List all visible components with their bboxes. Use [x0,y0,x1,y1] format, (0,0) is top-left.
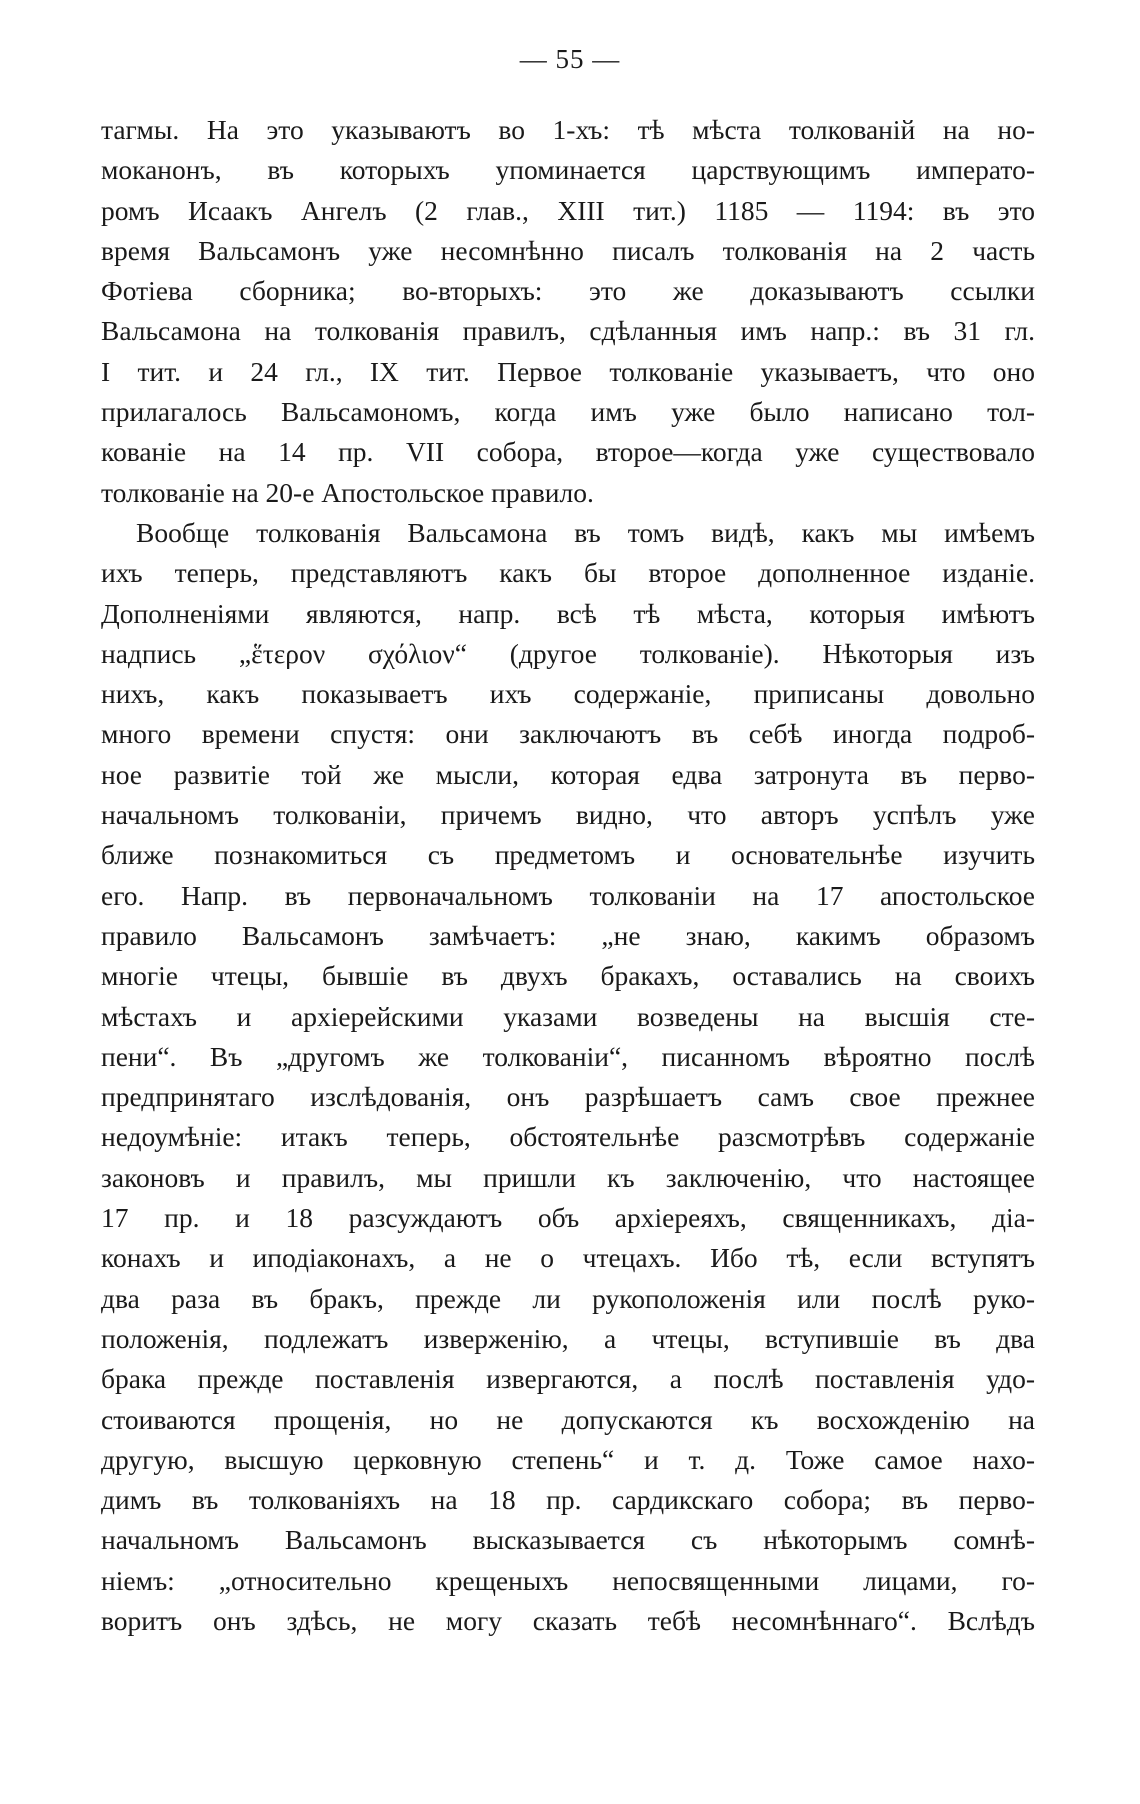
text-line: пени“. Въ „другомъ же толкованіи“, писанномъ вѣроятно послѣ [101,1040,1035,1072]
text-line: положенія, подлежатъ изверженію, а чтецы, вступившіе въ два [101,1322,1035,1354]
text-line: нихъ, какъ показываетъ ихъ содержаніе, приписаны довольно [101,678,1035,710]
text-line: предпринятаго изслѣдованія, онъ разрѣшаетъ самъ свое прежнее [101,1081,1035,1113]
text-line: многіе чтецы, бывшіе въ двухъ бракахъ, оставались на своихъ [101,960,1035,992]
text-line: конахъ и иподіаконахъ, а не о чтецахъ. Ибо тѣ, если вступятъ [101,1242,1035,1274]
text-line: мѣстахъ и архіерейскими указами возведены на высшія сте- [101,1000,1035,1032]
text-line: время Вальсамонъ уже несомнѣнно писалъ толкованія на 2 часть [101,234,1035,266]
body-text [101,110,1035,1641]
text-line: ихъ теперь, представляютъ какъ бы второе дополненное изданіе. [101,557,1035,589]
text-line: ближе познакомиться съ предметомъ и основательнѣе изучить [101,839,1035,871]
text-line: ное развитіе той же мысли, которая едва затронута въ перво- [101,758,1035,790]
text-line: надпись „ἕτερον σχόλιον“ (другое толкованіе). Нѣкоторыя изъ [101,637,1035,669]
text-line: Фотіева сборника; во-вторыхъ: это же доказываютъ ссылки [101,275,1035,307]
text-line: воритъ онъ здѣсь, не могу сказать тебѣ несомнѣннаго“. Вслѣдъ [101,1604,1035,1636]
text-line: правило Вальсамонъ замѣчаетъ: „не знаю, какимъ образомъ [101,919,1035,951]
page-number: — 55 — [519,44,621,74]
text-line: другую, высшую церковную степень“ и т. д. Тоже самое нахо- [101,1443,1035,1475]
text-line: недоумѣніе: итакъ теперь, обстоятельнѣе разсмотрѣвъ содержаніе [101,1121,1035,1153]
text-line: I тит. и 24 гл., IX тит. Первое толкованіе указываетъ, что оно [101,355,1035,387]
text-line: его. Напр. въ первоначальномъ толкованіи на 17 апостольское [101,879,1035,911]
paragraph-1 [101,110,1035,513]
text-line: тагмы. На это указываютъ во 1-хъ: тѣ мѣста толкованій на но- [101,114,1035,145]
text-line: начальномъ Вальсамонъ высказывается съ нѣкоторымъ сомнѣ- [101,1524,1035,1556]
text-line: прилагалось Вальсамономъ, когда имъ уже было написано тол- [101,396,1035,428]
text-line: Дополненіями являются, напр. всѣ тѣ мѣста, которыя имѣютъ [101,597,1035,629]
text-line: кованіе на 14 пр. VII собора, второе—когда уже существовало [101,436,1035,468]
text-line: ніемъ: „относительно крещеныхъ непосвященными лицами, го- [101,1564,1035,1596]
text-line: 17 пр. и 18 разсуждаютъ объ архіереяхъ, священникахъ, діа- [101,1202,1035,1234]
text-line: начальномъ толкованіи, причемъ видно, что авторъ успѣлъ уже [101,799,1035,831]
text-line: димъ въ толкованіяхъ на 18 пр. сардикскаго собора; въ перво- [101,1484,1035,1516]
paragraph-2 [101,513,1035,1641]
text-line: брака прежде поставленія извергаются, а послѣ поставленія удо- [101,1363,1035,1395]
text-line: моканонъ, въ которыхъ упоминается царствующимъ императо- [101,154,1035,186]
text-line: ромъ Исаакъ Ангелъ (2 глав., XIII тит.) 1185 — 1194: въ это [101,194,1035,226]
text-line: стоиваются прощенія, но не допускаются къ восхожденію на [101,1403,1035,1435]
text-line: много времени спустя: они заключаютъ въ себѣ иногда подроб- [101,718,1035,750]
text-line: два раза въ бракъ, прежде ли рукоположенія или послѣ руко- [101,1282,1035,1314]
text-line: Вальсамона на толкованія правилъ, сдѣланныя имъ напр.: въ 31 гл. [101,315,1035,347]
text-line: толкованіе на 20-е Апостольское правило. [101,476,594,508]
text-line: законовъ и правилъ, мы пришли къ заключенію, что настоящее [101,1161,1035,1193]
text-line: Вообще толкованія Вальсамона въ томъ видѣ, какъ мы имѣемъ [136,516,1035,548]
